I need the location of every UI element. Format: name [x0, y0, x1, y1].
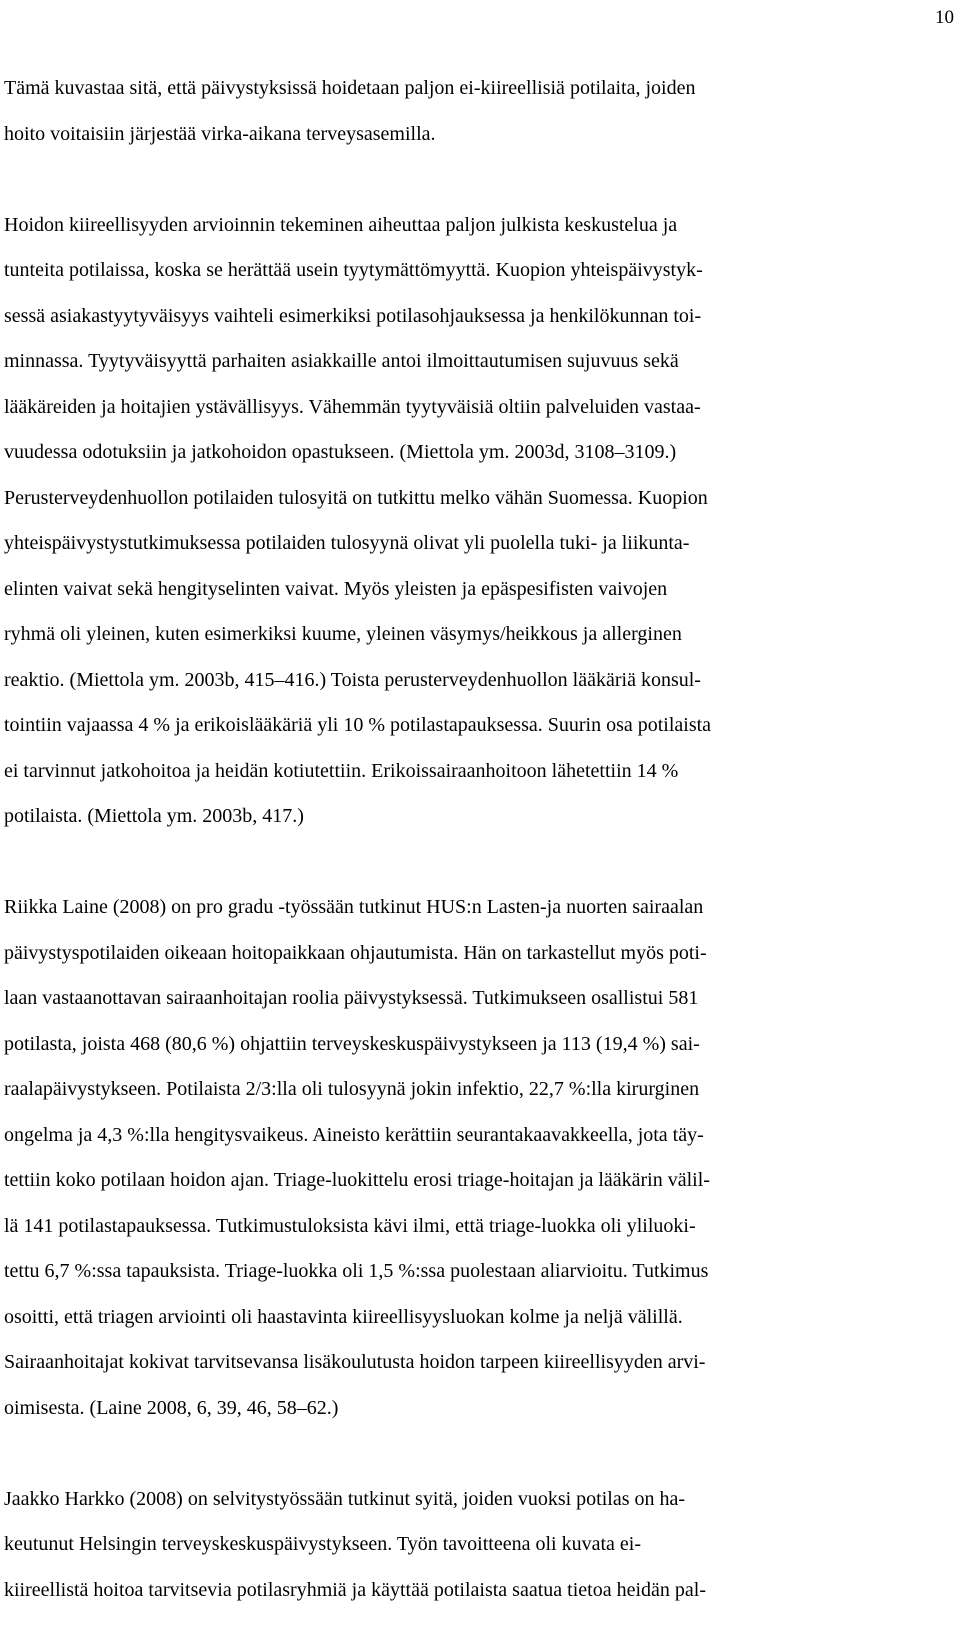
paragraph-1: Tämä kuvastaa sitä, että päivystyksissä hoidetaan paljon ei-kiireellisiä potilaita, joiden hoito voitaisiin järjestää virka-aikana terveysasemilla. [4, 77, 696, 145]
page-number: 10 [935, 7, 954, 28]
body-text [4, 66, 954, 1613]
paragraph-3: Riikka Laine (2008) on pro gradu -työssään tutkinut HUS:n Lasten-ja nuorten sairaalan päivystyspotilaiden oikeaan hoitopaikkaan ohjautumista. Hän on tarkastellut myös poti- laan vastaanottavan sairaanhoitajan roolia päivystyksessä. Tutkimukseen osallistui 581 potilasta, joista 468 (80,6 %) ohjattiin terveyskeskuspäivystykseen ja 113 (19,4 %) sai- raalapäivystykseen. Potilaista 2/3:lla oli tulosyynä jokin infektio, 22,7 %:lla kirurginen ongelma ja 4,3 %:lla hengitysvaikeus. Aineisto kerättiin seurantakaavakkeella, jota täy- tettiin koko potilaan hoidon ajan. Triage-luokittelu erosi triage-hoitajan ja lääkärin välil- lä 141 potilastapauksessa. Tutkimustuloksista kävi ilmi, että triage-luokka oli yliluoki- tettu 6,7 %:ssa tapauksista. Triage-luokka oli 1,5 %:ssa puolestaan aliarvioitu. Tutkimus osoitti, että triagen arviointi oli haastavinta kiireellisyysluokan kolme ja neljä välillä. Sairaanhoitajat kokivat tarvitsevansa lisäkoulutusta hoidon tarpeen kiireellisyyden arvi- oimisesta. (Laine 2008, 6, 39, 46, 58–62.) [4, 896, 710, 1419]
paragraph-4: Jaakko Harkko (2008) on selvitystyössään tutkinut syitä, joiden vuoksi potilas on ha- keutunut Helsingin terveyskeskuspäivystykseen. Työn tavoitteena oli kuvata ei- kiireellistä hoitoa tarvitsevia potilasryhmiä ja käyttää potilaista saatua tietoa heidän pal- [4, 1487, 706, 1601]
paragraph-2: Hoidon kiireellisyyden arvioinnin tekeminen aiheuttaa paljon julkista keskustelua ja tunteita potilaissa, koska se herättää usein tyytymättömyyttä. Kuopion yhteispäivystyk- sessä asiakastyytyväisyys vaihteli esimerkiksi potilasohjauksessa ja henkilökunnan toi- minnassa. Tyytyväisyyttä parhaiten asiakkaille antoi ilmoittautumisen sujuvuus sekä lääkäreiden ja hoitajien ystävällisyys. Vähemmän tyytyväisiä oltiin palveluiden vastaa- vuudessa odotuksiin ja jatkohoidon opastukseen. (Miettola ym. 2003d, 3108–3109.) Perusterveydenhuollon potilaiden tulosyitä on tutkittu melko vähän Suomessa. Kuopion yhteispäivystystutkimuksessa potilaiden tulosyynä olivat yli puolella tuki- ja liikunta- elinten vaivat sekä hengityselinten vaivat. Myös yleisten ja epäspesifisten vaivojen ryhmä oli yleinen, kuten esimerkiksi kuume, yleinen väsymys/heikkous ja allerginen reaktio. (Miettola ym. 2003b, 415–416.) Toista perusterveydenhuollon lääkäriä konsul- tointiin vajaassa 4 % ja erikoislääkäriä yli 10 % potilastapauksessa. Suurin osa potilaista ei tarvinnut jatkohoitoa ja heidän kotiutettiin. Erikoissairaanhoitoon lähetettiin 14 % potilaista. (Miettola ym. 2003b, 417.) [4, 213, 712, 827]
